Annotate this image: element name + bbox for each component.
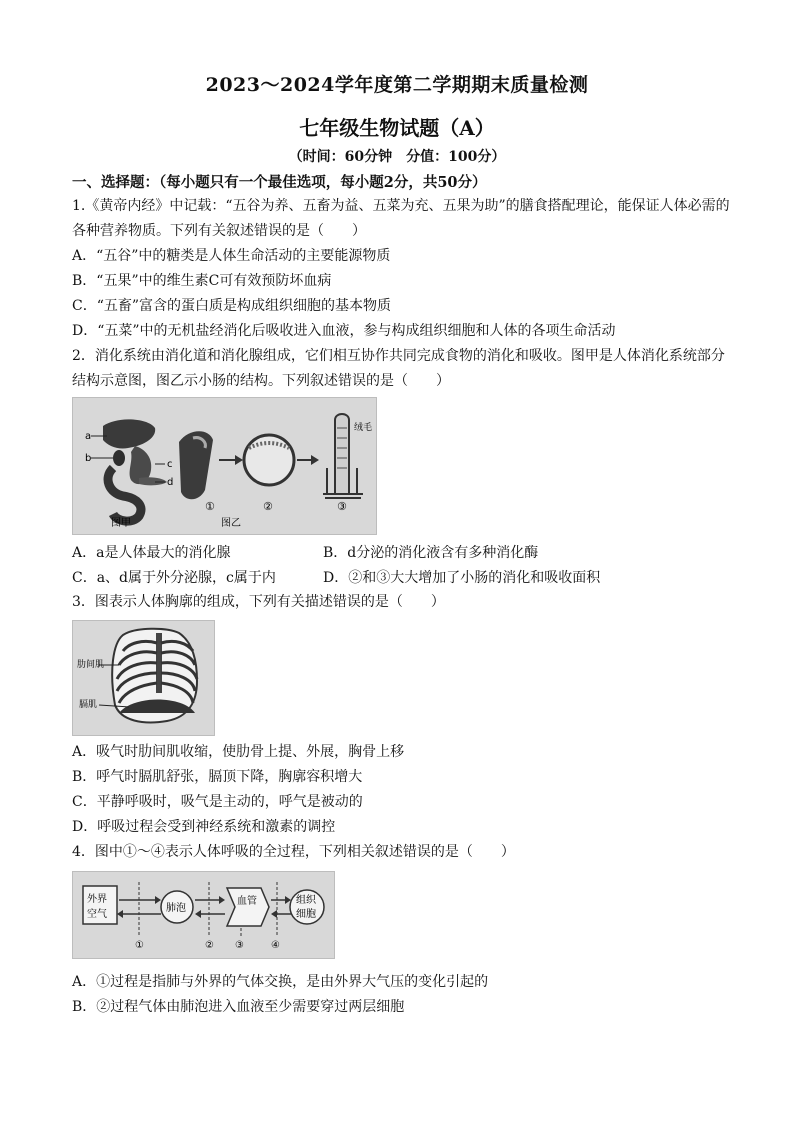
exam-subtitle: 七年级生物试题（A） <box>299 116 495 140</box>
intestine-tube-shape <box>179 431 213 499</box>
q1-option-a: A．“五谷”中的糖类是人体生命活动的主要能源物质 <box>72 248 391 264</box>
label-b: b <box>85 453 92 464</box>
q3-option-a: A．吸气时肋间肌收缩，使肋骨上提、外展，胸骨上移 <box>72 744 405 760</box>
fig4-n2: ② <box>205 940 214 951</box>
label-outside-1: 外界 <box>87 894 107 905</box>
q1-stem-line1: 1.《黄帝内经》中记载：“五谷为养、五畜为益、五菜为充、五果为助”的膳食搭配理论，能保证人体必需的 <box>72 198 730 214</box>
q4-option-a: A．①过程是指肺与外界的气体交换，是由外界大气压的变化引起的 <box>72 974 489 990</box>
exam-title: 2023～2024学年度第二学期期末质量检测 <box>205 74 589 96</box>
fig4-n3: ③ <box>235 940 244 951</box>
q3-option-b: B．呼气时膈肌舒张，膈顶下降，胸廓容积增大 <box>72 769 363 785</box>
exam-meta: （时间：60分钟 分值：100分） <box>288 149 506 165</box>
label-alveoli: 肺泡 <box>166 903 186 914</box>
caption-yi: 图乙 <box>221 518 241 529</box>
label-tissue-2: 细胞 <box>296 909 316 920</box>
villus-shape <box>335 414 349 494</box>
q1-stem-line2: 各种营养物质。下列有关叙述错误的是（ ） <box>72 223 366 239</box>
fig2-n1: ① <box>205 500 215 513</box>
section-heading: 一、选择题：（每小题只有一个最佳选项，每小题2分，共50分） <box>72 174 487 191</box>
q2-option-b: B．d分泌的消化液含有多种消化酶 <box>323 545 539 561</box>
q1-option-b: B．“五果”中的维生素C可有效预防坏血病 <box>72 273 332 289</box>
q3-option-d: D．呼吸过程会受到神经系统和激素的调控 <box>72 819 336 835</box>
q4-stem: 4．图中①～④表示人体呼吸的全过程，下列相关叙述错误的是（ ） <box>72 844 515 860</box>
q4-option-b: B．②过程气体由肺泡进入血液至少需要穿过两层细胞 <box>72 999 405 1015</box>
fig4-n1: ① <box>135 940 144 951</box>
gallbladder-shape <box>113 450 125 466</box>
q2-option-a: A．a是人体最大的消化腺 <box>72 545 231 561</box>
q3-stem: 3．图表示人体胸廓的组成，下列有关描述错误的是（ ） <box>72 594 445 610</box>
q2-stem-line1: 2．消化系统由消化道和消化腺组成，它们相互协作共同完成食物的消化和吸收。图甲是人体消化系统部分 <box>72 348 725 364</box>
digestive-figure <box>72 397 377 535</box>
respiration-figure <box>72 871 335 959</box>
label-outside-2: 空气 <box>87 909 107 920</box>
label-d: d <box>167 477 174 488</box>
thorax-figure <box>72 620 215 736</box>
label-a: a <box>85 431 92 442</box>
q2-option-c: C．a、d属于外分泌腺，c属于内 <box>72 570 276 586</box>
pancreas-shape <box>139 477 167 485</box>
label-blood: 血管 <box>237 896 257 907</box>
q1-option-d: D．“五菜”中的无机盐经消化后吸收进入血液，参与构成组织细胞和人体的各项生命活动 <box>72 323 616 339</box>
fig2-n2: ② <box>263 500 273 513</box>
label-diaphragm: 膈肌 <box>79 700 98 710</box>
label-tissue-1: 组织 <box>296 895 316 906</box>
q1-option-c: C．“五畜”富含的蛋白质是构成组织细胞的基本物质 <box>72 298 392 314</box>
q2-stem-line2: 结构示意图，图乙示小肠的结构。下列叙述错误的是（ ） <box>72 373 450 389</box>
fig4-n4: ④ <box>271 940 280 951</box>
label-c: c <box>167 459 173 470</box>
villi-label: 绒毛 <box>354 423 373 433</box>
label-intercostal: 肋间肌 <box>77 660 105 670</box>
caption-jia: 图甲 <box>111 518 131 529</box>
liver-shape <box>103 419 155 448</box>
fig2-n3: ③ <box>337 500 347 513</box>
q3-option-c: C．平静呼吸时，吸气是主动的，呼气是被动的 <box>72 794 363 810</box>
q2-option-d: D．②和③大大增加了小肠的消化和吸收面积 <box>323 570 601 586</box>
